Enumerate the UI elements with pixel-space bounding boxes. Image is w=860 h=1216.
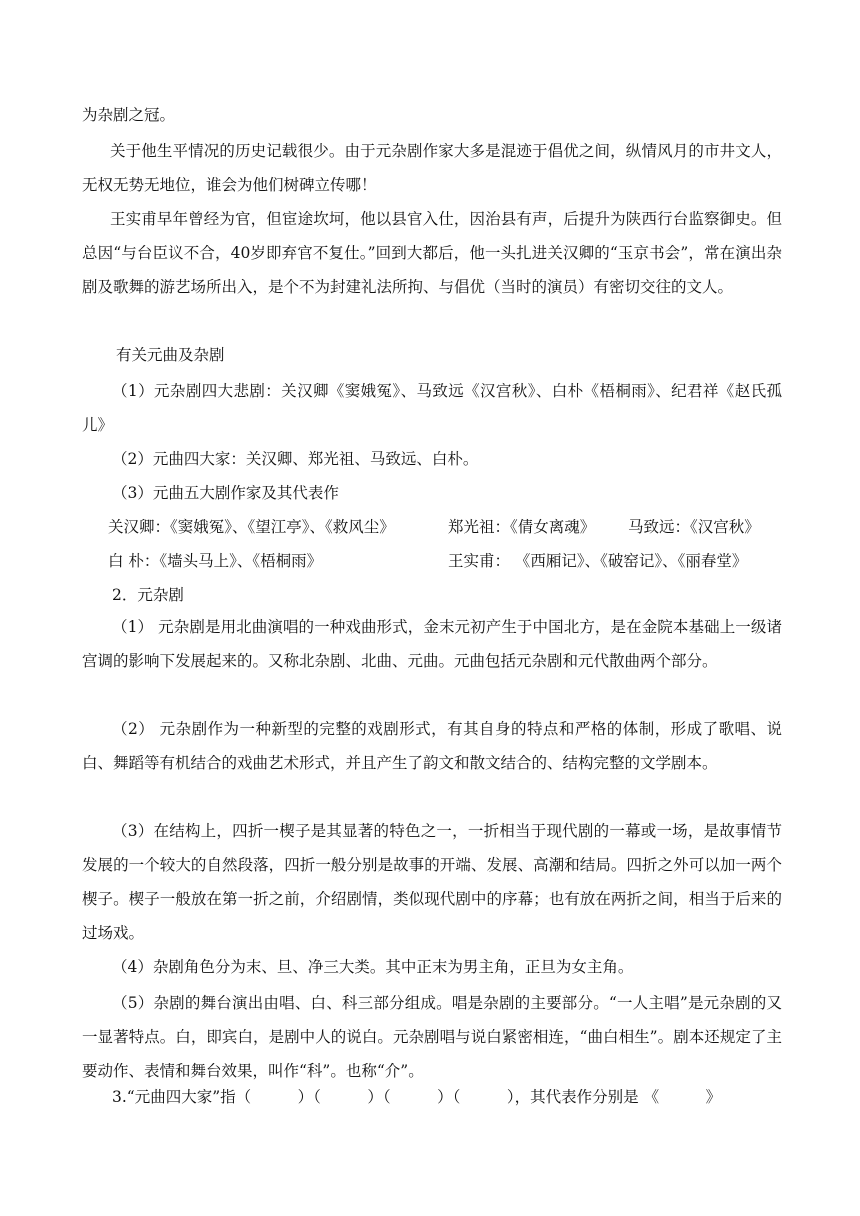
paragraph: 王实甫早年曾经为官，但宦途坎坷，他以县官入仕，因治县有声，后提升为陕西行台监察御史。但总因“与台臣议不合，40岁即弃官不复仕。”回到大都后，他一头扎进关汉卿的“玉京书会”，常在演出杂剧及歌舞的游艺场所出入，是个不为封建礼法所拘、与倡优（当时的演员）有密切交往的文人。 [82, 210, 782, 296]
work-entry-zheng: 郑光祖：《倩女离魂》 [448, 518, 596, 536]
paragraph: （4）杂剧角色分为末、旦、净三大类。其中正末为男主角，正旦为女主角。 [112, 958, 634, 976]
work-entry-wang: 王实甫： 《西厢记》、《破窑记》、《丽春堂》 [448, 552, 748, 570]
paragraph: （1） 元杂剧是用北曲演唱的一种戏曲形式，金末元初产生于中国北方，是在金院本基础上一级诸宫调的影响下发展起来的。又称北杂剧、北曲、元曲。元曲包括元杂剧和元代散曲两个部分。 [82, 618, 782, 670]
list-item: （1）元杂剧四大悲剧：关汉卿《窦娥冤》、马致远《汉宫秋》、白朴《梧桐雨》、纪君祥《赵氏孤儿》 [82, 382, 782, 434]
work-entry-guan: 关汉卿：《窦娥冤》、《望江亭》、《救风尘》 [108, 518, 395, 536]
paragraph: （2） 元杂剧作为一种新型的完整的戏剧形式，有其自身的特点和严格的体制，形成了歌唱、说白、舞蹈等有机结合的戏曲艺术形式，并且产生了韵文和散文结合的、结构完整的文学剧本。 [82, 720, 782, 772]
paragraph: 为杂剧之冠。 [82, 106, 176, 124]
paragraph: 关于他生平情况的历史记载很少。由于元杂剧作家大多是混迹于倡优之间，纵情风月的市井文人，无权无势无地位，谁会为他们树碑立传哪！ [82, 142, 782, 194]
paragraph: （3）在结构上，四折一楔子是其显著的特色之一，一折相当于现代剧的一幕或一场，是故事情节发展的一个较大的自然段落，四折一般分别是故事的开端、发展、高潮和结局。四折之外可以加一两个楔子。楔子一般放在第一折之前，介绍剧情，类似现代剧中的序幕；也有放在两折之间，相当于后来的过场戏。 [82, 822, 782, 942]
work-entry-ma: 马致远：《汉宫秋》 [628, 518, 760, 536]
work-entry-bai: 白 朴：《墙头马上》、《梧桐雨》 [108, 552, 323, 570]
question: 3.“元曲四大家”指（ ）（ ）（ ）（ ），其代表作分别是 《 》 [112, 1088, 722, 1106]
list-item: （2）元曲四大家：关汉卿、郑光祖、马致远、白朴。 [112, 450, 479, 468]
paragraph: （5）杂剧的舞台演出由唱、白、科三部分组成。唱是杂剧的主要部分。“一人主唱”是元杂剧的又一显著特点。白，即宾白，是剧中人的说白。元杂剧唱与说白紧密相连，“曲白相生”。剧本还规定了主要动作、表情和舞台效果，叫作“科”。也称“介”。 [82, 994, 782, 1080]
list-item: （3）元曲五大剧作家及其代表作 [112, 484, 339, 502]
section-heading: 2．元杂剧 [112, 586, 184, 604]
section-heading: 有关元曲及杂剧 [116, 346, 225, 364]
